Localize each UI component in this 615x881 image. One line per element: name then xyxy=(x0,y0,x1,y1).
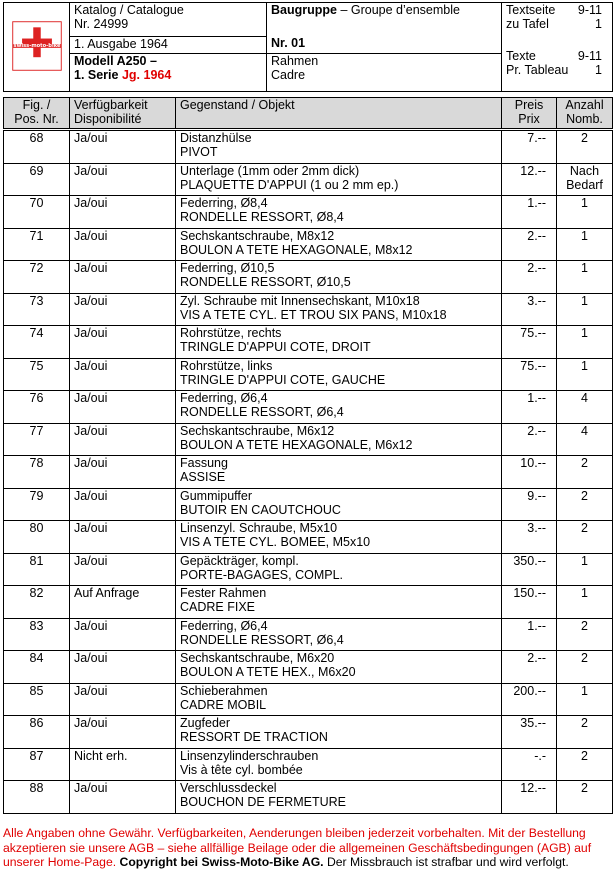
cell-count: 1 xyxy=(557,293,613,326)
cell-price: 10.-- xyxy=(502,456,557,489)
footer-disclaimer-red: Alle Angaben ohne Gewähr. Verfügbarkeiten, Aenderungen bleiben jederzeit vorbehalten. Mit der Bestellung akzeptieren sie unsere AGB – siehe allfällige Beilage oder die allgemeinen Geschäftsbedingungen (AGB) auf unserer Home-Page. xyxy=(3,826,592,869)
svg-text:swiss-moto-bike: swiss-moto-bike xyxy=(13,42,60,49)
cell-availability: Auf Anfrage xyxy=(70,586,176,619)
col-price xyxy=(502,98,557,129)
cell-price: 1.-- xyxy=(502,196,557,229)
cell-price: 150.-- xyxy=(502,586,557,619)
object-name-de: Federring, Ø10,5 xyxy=(180,261,275,275)
cell-fig: 84 xyxy=(4,651,70,684)
object-name-fr: RONDELLE RESSORT, Ø6,4 xyxy=(180,632,344,647)
cell-price: 3.-- xyxy=(502,521,557,554)
cell-fig: 87 xyxy=(4,748,70,781)
table-row xyxy=(4,781,613,814)
cell-fig: 76 xyxy=(4,391,70,424)
cell-count: 2 xyxy=(557,651,613,684)
object-name-de: Distanzhülse xyxy=(180,131,252,145)
tableau-label: Pr. Tableau xyxy=(506,63,569,77)
object-name-de: Unterlage (1mm oder 2mm dick) xyxy=(180,163,360,178)
texte-value: 9-11 xyxy=(577,49,602,63)
cell-price: 9.-- xyxy=(502,488,557,521)
group-label-bold: Baugruppe xyxy=(271,3,337,17)
model-prefix: Modell xyxy=(74,54,117,68)
catalog-number: Nr. 24999 xyxy=(74,17,129,31)
group-label xyxy=(271,3,497,17)
group-name-de: Rahmen xyxy=(271,54,319,68)
object-name-fr: BOULON A TETE HEX., M6x20 xyxy=(180,665,356,679)
cell-fig: 72 xyxy=(4,261,70,294)
cell-object xyxy=(176,423,502,456)
col-price-l2: Prix xyxy=(518,112,540,126)
cell-price: 12.-- xyxy=(502,781,557,814)
model-cell xyxy=(70,54,267,92)
cell-object xyxy=(176,358,502,391)
cell-availability: Ja/oui xyxy=(70,651,176,684)
object-name-de: Sechskantschraube, M6x12 xyxy=(180,423,335,438)
cell-count: 4 xyxy=(557,391,613,424)
cell-availability: Ja/oui xyxy=(70,423,176,456)
object-name-fr: CADRE FIXE xyxy=(180,600,256,614)
cell-count: 2 xyxy=(557,488,613,521)
cell-count: 4 xyxy=(557,423,613,456)
cell-count: 1 xyxy=(557,261,613,294)
texte-label: Texte xyxy=(506,49,536,63)
cell-availability: Ja/oui xyxy=(70,131,176,164)
cell-count: 1 xyxy=(557,586,613,619)
cell-count: 2 xyxy=(557,748,613,781)
footer-tail: Der Missbrauch ist strafbar und wird verfolgt. xyxy=(323,855,569,869)
cell-availability: Ja/oui xyxy=(70,683,176,716)
cell-availability: Ja/oui xyxy=(70,228,176,261)
object-name-fr: TRINGLE D'APPUI COTE, GAUCHE xyxy=(180,372,386,387)
cell-object xyxy=(176,326,502,359)
object-name-de: Sechskantschraube, M6x20 xyxy=(180,651,335,665)
object-name-fr: Vis à tête cyl. bombée xyxy=(180,762,303,777)
cell-fig: 69 xyxy=(4,163,70,196)
cell-fig: 85 xyxy=(4,683,70,716)
table-row xyxy=(4,456,613,489)
cell-availability: Ja/oui xyxy=(70,618,176,651)
col-count-l2: Nomb. xyxy=(566,112,603,126)
col-avail-l1: Verfügbarkeit xyxy=(74,98,148,112)
table-row xyxy=(4,326,613,359)
object-name-de: Federring, Ø8,4 xyxy=(180,196,268,210)
table-row xyxy=(4,618,613,651)
col-count-l1: Anzahl xyxy=(565,98,604,112)
object-name-de: Sechskantschraube, M8x12 xyxy=(180,228,335,243)
edition: 1. Ausgabe 1964 xyxy=(70,37,267,54)
cell-price: 35.-- xyxy=(502,716,557,749)
cell-fig: 77 xyxy=(4,423,70,456)
cell-price: 7.-- xyxy=(502,131,557,164)
cell-availability: Ja/oui xyxy=(70,716,176,749)
cell-availability: Ja/oui xyxy=(70,358,176,391)
cell-price: 350.-- xyxy=(502,553,557,586)
textseite-label: Textseite xyxy=(506,3,556,17)
col-count xyxy=(557,98,613,129)
cell-availability: Ja/oui xyxy=(70,521,176,554)
table-row xyxy=(4,131,613,164)
cell-object xyxy=(176,228,502,261)
object-name-de: Verschlussdeckel xyxy=(180,781,277,795)
cell-object xyxy=(176,553,502,586)
cell-fig: 70 xyxy=(4,196,70,229)
cell-availability: Ja/oui xyxy=(70,488,176,521)
tafel-label: zu Tafel xyxy=(506,17,549,31)
object-name-de: Linsenzyl. Schraube, M5x10 xyxy=(180,521,338,535)
cell-object xyxy=(176,716,502,749)
cell-count: 1 xyxy=(557,358,613,391)
cell-price: -.- xyxy=(502,748,557,781)
cell-fig: 78 xyxy=(4,456,70,489)
cell-object xyxy=(176,521,502,554)
cell-fig: 74 xyxy=(4,326,70,359)
catalog-label: Katalog / Catalogue xyxy=(74,3,184,17)
tableau-line xyxy=(506,63,608,77)
cell-count: 2 xyxy=(557,716,613,749)
table-row xyxy=(4,423,613,456)
cell-object xyxy=(176,391,502,424)
tableau-value: 1 xyxy=(595,63,602,77)
cell-availability: Ja/oui xyxy=(70,391,176,424)
cell-object xyxy=(176,261,502,294)
table-row xyxy=(4,651,613,684)
group-number: Nr. 01 xyxy=(271,36,306,50)
object-name-de: Rohrstütze, rechts xyxy=(180,326,282,340)
cell-fig: 80 xyxy=(4,521,70,554)
object-name-fr: ASSISE xyxy=(180,470,226,484)
cell-fig: 73 xyxy=(4,293,70,326)
texte-line xyxy=(506,49,608,63)
cell-price: 12.-- xyxy=(502,163,557,196)
parts-table xyxy=(3,130,613,814)
cell-availability: Ja/oui xyxy=(70,553,176,586)
col-object: Gegenstand / Objekt xyxy=(176,98,502,129)
cell-object xyxy=(176,586,502,619)
table-row xyxy=(4,358,613,391)
object-name-de: Fassung xyxy=(180,456,228,470)
cell-price: 1.-- xyxy=(502,618,557,651)
cell-fig: 79 xyxy=(4,488,70,521)
cell-availability: Ja/oui xyxy=(70,196,176,229)
object-name-de: Federring, Ø6,4 xyxy=(180,391,268,405)
table-row xyxy=(4,261,613,294)
cell-fig: 88 xyxy=(4,781,70,814)
column-header xyxy=(3,97,613,129)
cell-fig: 82 xyxy=(4,586,70,619)
table-row xyxy=(4,163,613,196)
table-row xyxy=(4,391,613,424)
model-suffix: – xyxy=(146,54,157,68)
object-name-de: Zyl. Schraube mit Innensechskant, M10x18 xyxy=(180,293,420,308)
table-row xyxy=(4,521,613,554)
object-name-de: Zugfeder xyxy=(180,716,231,730)
object-name-de: Gepäckträger, kompl. xyxy=(180,553,299,568)
table-row xyxy=(4,488,613,521)
group-label-rest: – Groupe d’ensemble xyxy=(336,3,460,17)
table-row xyxy=(4,586,613,619)
cell-price: 2.-- xyxy=(502,261,557,294)
cell-count: Nach Bedarf xyxy=(557,163,613,196)
series-year: Jg. 1964 xyxy=(121,68,172,82)
cell-price: 3.-- xyxy=(502,293,557,326)
object-name-fr: BOULON A TETE HEXAGONALE, M6x12 xyxy=(180,437,413,452)
group-name-fr: Cadre xyxy=(271,68,306,82)
cell-availability: Ja/oui xyxy=(70,293,176,326)
cell-count: 1 xyxy=(557,228,613,261)
cell-fig: 81 xyxy=(4,553,70,586)
cell-price: 2.-- xyxy=(502,423,557,456)
cell-fig: 75 xyxy=(4,358,70,391)
object-name-de: Rohrstütze, links xyxy=(180,358,273,373)
textseite-value: 9-11 xyxy=(577,3,602,17)
cell-object xyxy=(176,163,502,196)
page-ref-cell xyxy=(502,3,613,92)
object-name-fr: RONDELLE RESSORT, Ø6,4 xyxy=(180,405,344,419)
col-avail xyxy=(70,98,176,129)
object-name-fr: VIS A TETE CYL. ET TROU SIX PANS, M10x18 xyxy=(180,307,447,322)
cell-count: 2 xyxy=(557,456,613,489)
textseite-line xyxy=(506,3,608,17)
col-fig-l1: Fig. / xyxy=(22,98,51,112)
cell-price: 75.-- xyxy=(502,358,557,391)
cell-count: 1 xyxy=(557,683,613,716)
tafel-line xyxy=(506,17,608,31)
cell-price: 2.-- xyxy=(502,651,557,684)
model-line1 xyxy=(74,54,262,68)
cell-availability: Ja/oui xyxy=(70,326,176,359)
object-name-fr: CADRE MOBIL xyxy=(180,697,267,712)
cell-count: 2 xyxy=(557,618,613,651)
cell-object xyxy=(176,293,502,326)
table-row xyxy=(4,293,613,326)
cell-availability: Ja/oui xyxy=(70,261,176,294)
cell-count: 1 xyxy=(557,553,613,586)
cell-object xyxy=(176,781,502,814)
cell-price: 75.-- xyxy=(502,326,557,359)
cell-object xyxy=(176,131,502,164)
table-row xyxy=(4,228,613,261)
object-name-fr: RESSORT DE TRACTION xyxy=(180,730,328,744)
series-prefix: 1. Serie xyxy=(74,68,122,82)
footer-copyright: Copyright bei Swiss-Moto-Bike AG. xyxy=(119,855,324,869)
object-name-de: Federring, Ø6,4 xyxy=(180,618,268,633)
cell-object xyxy=(176,488,502,521)
cell-availability: Ja/oui xyxy=(70,456,176,489)
object-name-fr: BOUCHON DE FERMETURE xyxy=(180,795,346,809)
model-line2 xyxy=(74,68,262,82)
table-row xyxy=(4,553,613,586)
object-name-fr: TRINGLE D'APPUI COTE, DROIT xyxy=(180,340,371,354)
cell-object xyxy=(176,456,502,489)
cell-price: 1.-- xyxy=(502,391,557,424)
object-name-fr: PLAQUETTE D'APPUI (1 ou 2 mm ep.) xyxy=(180,177,399,192)
cell-object xyxy=(176,196,502,229)
table-row xyxy=(4,196,613,229)
cell-fig: 68 xyxy=(4,131,70,164)
logo-cell xyxy=(4,3,70,92)
table-row xyxy=(4,716,613,749)
object-name-fr: BOULON A TETE HEXAGONALE, M8x12 xyxy=(180,242,413,257)
object-name-fr: VIS A TETE CYL. BOMEE, M5x10 xyxy=(180,535,371,549)
group-name-cell xyxy=(267,54,502,92)
tafel-value: 1 xyxy=(595,17,602,31)
cell-count: 1 xyxy=(557,196,613,229)
cell-availability: Nicht erh. xyxy=(70,748,176,781)
object-name-fr: RONDELLE RESSORT, Ø8,4 xyxy=(180,210,344,224)
cell-object xyxy=(176,651,502,684)
object-name-fr: PORTE-BAGAGES, COMPL. xyxy=(180,567,344,582)
catalog-header xyxy=(3,2,613,92)
cell-price: 2.-- xyxy=(502,228,557,261)
cell-count: 2 xyxy=(557,521,613,554)
cell-fig: 86 xyxy=(4,716,70,749)
group-cell xyxy=(267,3,502,54)
cell-availability: Ja/oui xyxy=(70,781,176,814)
object-name-de: Fester Rahmen xyxy=(180,586,267,600)
table-row xyxy=(4,748,613,781)
col-price-l1: Preis xyxy=(514,98,544,112)
cell-object xyxy=(176,683,502,716)
cell-fig: 83 xyxy=(4,618,70,651)
object-name-de: Linsenzylinderschrauben xyxy=(180,748,319,763)
object-name-fr: PIVOT xyxy=(180,145,218,159)
catalog-number-cell xyxy=(70,3,267,37)
cell-object xyxy=(176,618,502,651)
footer-disclaimer xyxy=(3,826,612,870)
cell-count: 1 xyxy=(557,326,613,359)
table-row xyxy=(4,683,613,716)
model-name: A250 xyxy=(116,54,147,68)
col-avail-l2: Disponibilité xyxy=(74,112,142,126)
cell-fig: 71 xyxy=(4,228,70,261)
object-name-fr: RONDELLE RESSORT, Ø10,5 xyxy=(180,275,351,289)
cell-object xyxy=(176,748,502,781)
cell-count: 2 xyxy=(557,781,613,814)
cell-availability: Ja/oui xyxy=(70,163,176,196)
object-name-de: Schieberahmen xyxy=(180,683,268,698)
col-fig xyxy=(4,98,70,129)
cell-count: 2 xyxy=(557,131,613,164)
object-name-fr: BUTOIR EN CAOUTCHOUC xyxy=(180,502,341,517)
cell-price: 200.-- xyxy=(502,683,557,716)
col-fig-l2: Pos. Nr. xyxy=(14,112,59,126)
object-name-de: Gummipuffer xyxy=(180,488,253,503)
swiss-moto-bike-logo xyxy=(9,18,65,74)
